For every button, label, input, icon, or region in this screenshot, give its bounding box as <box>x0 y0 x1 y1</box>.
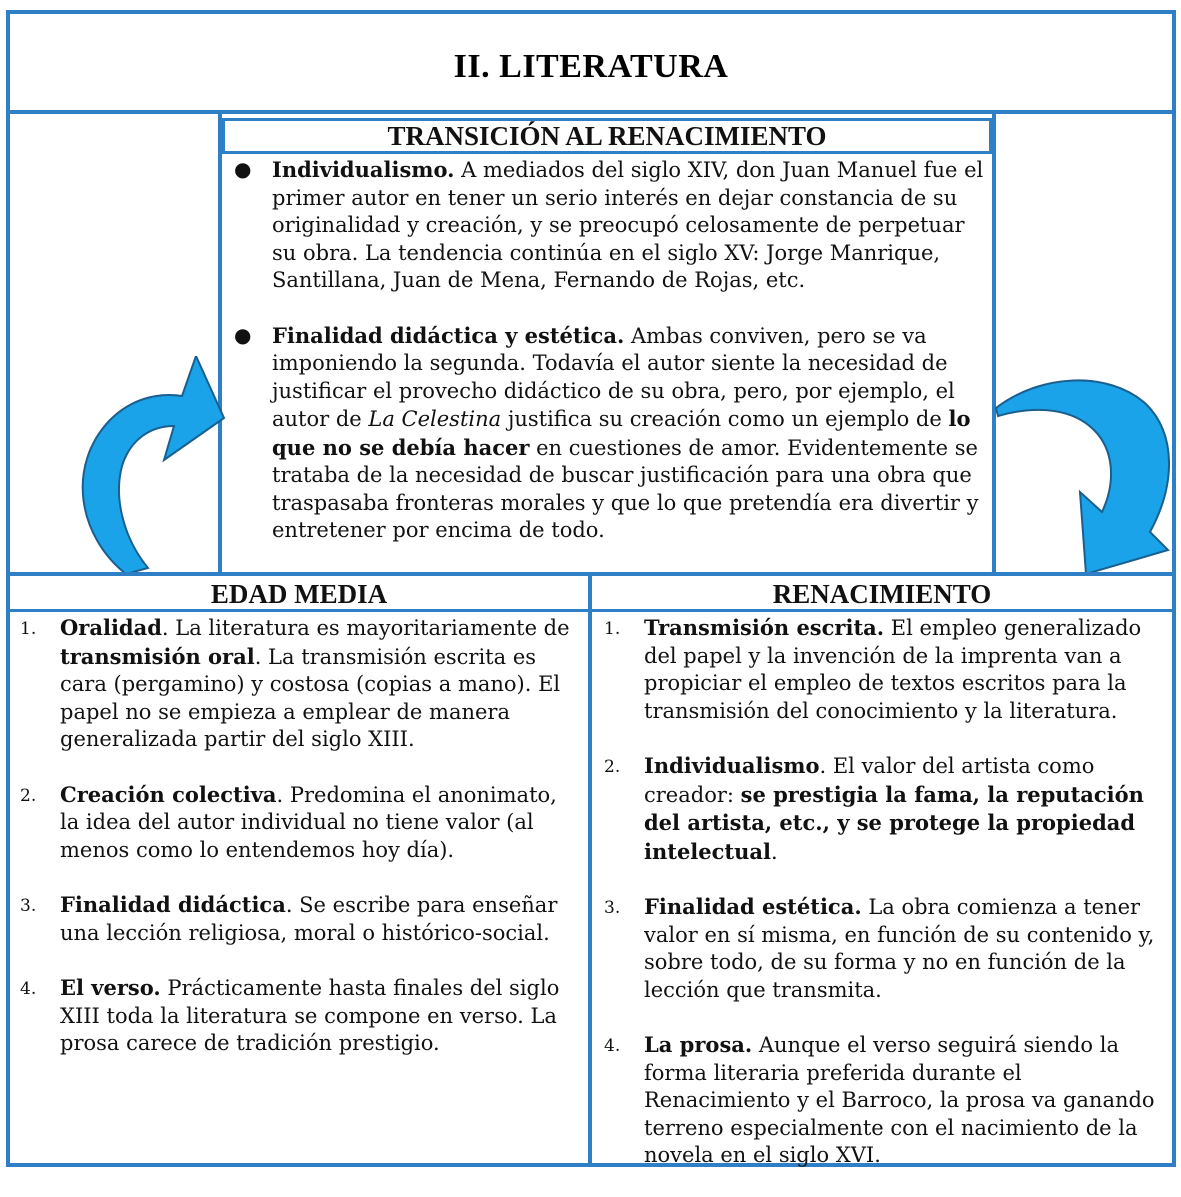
list-item <box>598 614 1164 725</box>
list-item <box>228 322 988 545</box>
transition-heading: TRANSICIÓN AL RENACIMIENTO <box>222 118 992 154</box>
list-item <box>228 156 988 295</box>
item-number: 2. <box>604 757 621 777</box>
list-item <box>14 781 580 865</box>
list-item <box>598 752 1164 866</box>
item-text: La obra comienza a tener valor en sí misma, en función de su contenido y, sobre todo, de su forma y no en función de la lección que transmita. <box>644 895 1155 1002</box>
curved-arrow-down-left-icon <box>990 364 1175 579</box>
item-number: 1. <box>604 619 621 639</box>
item-text: . <box>770 839 778 864</box>
item-number: 3. <box>604 898 621 918</box>
item-heading: Individualismo <box>644 753 820 778</box>
item-number: 3. <box>20 896 37 916</box>
list-item <box>598 1031 1164 1170</box>
work-title: La Celestina <box>368 407 502 431</box>
item-heading: La prosa. <box>644 1032 753 1057</box>
item-heading: Finalidad estética. <box>644 894 862 919</box>
item-text: . Se escribe para enseñar una lección religiosa, moral o histórico-social. <box>60 893 558 945</box>
item-heading: Transmisión escrita. <box>644 615 885 640</box>
item-text: El empleo generalizado del papel y la invención de la imprenta van a propiciar el empleo de textos escritos para la transmisión del conocimiento y la literatura. <box>644 616 1142 723</box>
renacimiento-heading: RENACIMIENTO <box>592 576 1172 612</box>
item-text: en cuestiones de amor. Evidentemente se trataba de la necesidad de buscar justificación para una obra que traspasaba fronteras morales y que lo que pretendía era divertir y entretener por encima de todo. <box>272 435 979 542</box>
item-heading: Finalidad didáctica <box>60 892 286 917</box>
item-text: justifica su creación como un ejemplo de <box>501 407 949 431</box>
column-divider <box>588 572 592 1167</box>
edad-media-list <box>14 614 580 1085</box>
list-item <box>598 893 1164 1004</box>
item-text: Ambas conviven, pero se va imponiendo la segunda. Todavía el autor siente la necesidad de justificar el provecho didáctico de su obra, pero, por ejemplo, el autor de <box>272 323 955 431</box>
item-number: 4. <box>604 1036 621 1056</box>
item-emphasis: lo que no se debía hacer <box>272 406 971 460</box>
title-row <box>6 10 1176 114</box>
item-text: . El valor del artista como creador: <box>644 754 1095 807</box>
item-heading: Finalidad didáctica y estética. <box>272 322 625 348</box>
item-text: . La literatura es mayoritariamente de <box>161 616 570 640</box>
item-heading: Oralidad <box>60 615 162 640</box>
item-heading: Individualismo. <box>272 157 455 182</box>
item-heading: El verso. <box>60 975 161 1000</box>
item-text: Prácticamente hasta finales del siglo XIII toda la literatura se compone en verso. La prosa carece de tradición prestigio. <box>60 976 560 1055</box>
item-text: . Predomina el anonimato, la idea del autor individual no tiene valor (al menos como lo entendemos hoy día). <box>60 782 557 862</box>
item-number: 4. <box>20 979 37 999</box>
item-emphasis: transmisión oral <box>60 643 255 669</box>
edad-media-heading: EDAD MEDIA <box>10 576 588 612</box>
item-emphasis: se prestigia la fama, la reputación del artista, etc., y se protege la propiedad intelectual <box>644 781 1144 864</box>
page-title: II. LITERATURA <box>453 48 729 85</box>
item-number: 1. <box>20 619 37 639</box>
bullet-icon: ● <box>234 322 252 347</box>
item-number: 2. <box>20 785 37 806</box>
item-text: A mediados del siglo XIV, don Juan Manuel fue el primer autor en tener un serio interés en dejar constancia de su originalidad y creación, y se preocupó celosamente de perpetuar su obra. La tendencia continúa en el siglo XV: Jorge Manrique, Santillana, Juan de Mena, Fernando de Rojas, etc. <box>272 158 984 292</box>
list-item <box>14 974 580 1058</box>
item-heading: Creación colectiva <box>60 781 277 807</box>
item-text: . La transmisión escrita es cara (pergamino) y costosa (copias a mano). El papel no se empieza a emplear de manera generalizada partir del siglo XIII. <box>60 644 561 751</box>
curved-arrow-up-right-icon <box>70 356 230 576</box>
renacimiento-list <box>598 614 1164 1197</box>
list-item <box>14 891 580 947</box>
list-item <box>14 614 580 754</box>
bullet-icon: ● <box>234 157 252 181</box>
item-text: Aunque el verso seguirá siendo la forma literaria preferida durante el Renacimiento y el Barroco, la prosa va ganando terreno especialmente con el nacimiento de la novela en el siglo XVI. <box>644 1033 1155 1167</box>
transition-list <box>228 156 988 572</box>
